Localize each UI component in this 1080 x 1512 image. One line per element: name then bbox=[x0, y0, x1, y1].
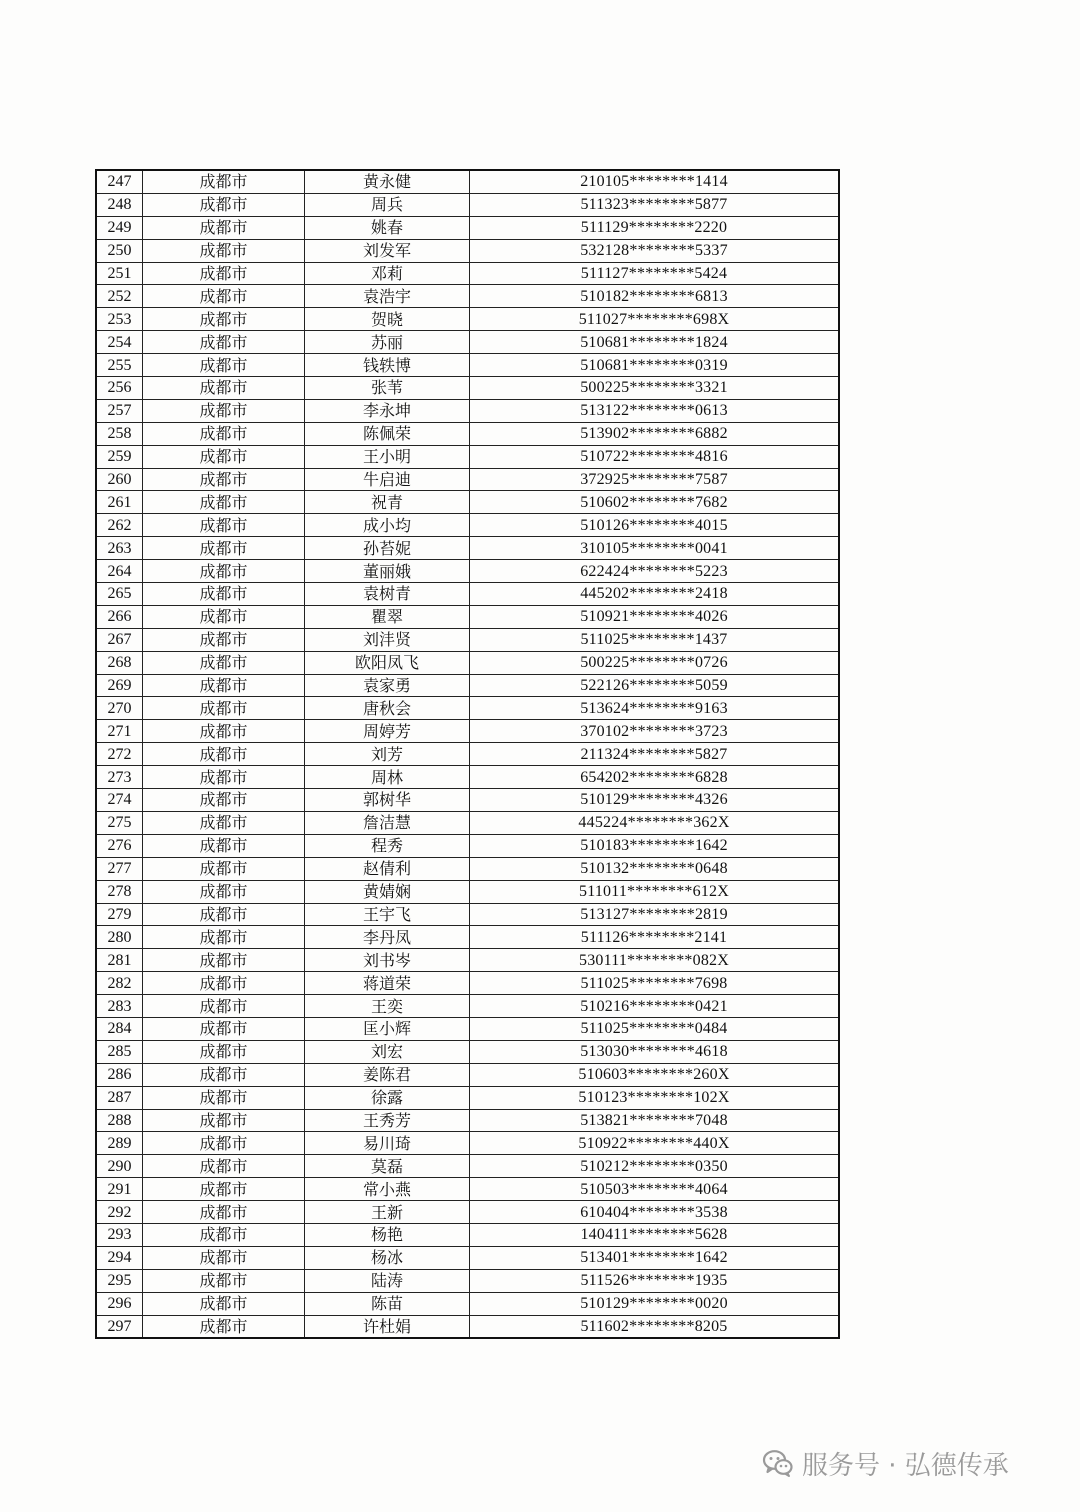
id-number-cell: 511126********2141 bbox=[470, 926, 840, 949]
name-cell: 陈苗 bbox=[305, 1292, 470, 1315]
id-number-cell: 522126********5059 bbox=[470, 674, 840, 697]
wechat-icon bbox=[762, 1447, 794, 1479]
table-row bbox=[96, 903, 839, 926]
row-number-cell: 286 bbox=[96, 1063, 143, 1086]
table-row bbox=[96, 1155, 839, 1178]
city-cell: 成都市 bbox=[143, 880, 305, 903]
name-cell: 邓莉 bbox=[305, 262, 470, 285]
table-row bbox=[96, 1132, 839, 1155]
row-number-cell: 253 bbox=[96, 308, 143, 331]
city-cell: 成都市 bbox=[143, 1246, 305, 1269]
name-cell: 黄婧娴 bbox=[305, 880, 470, 903]
id-number-cell: 510123********102X bbox=[470, 1086, 840, 1109]
table-row bbox=[96, 720, 839, 743]
city-cell: 成都市 bbox=[143, 1063, 305, 1086]
city-cell: 成都市 bbox=[143, 1292, 305, 1315]
row-number-cell: 251 bbox=[96, 262, 143, 285]
name-cell: 许杜娟 bbox=[305, 1315, 470, 1338]
id-number-cell: 510603********260X bbox=[470, 1063, 840, 1086]
name-cell: 刘书岑 bbox=[305, 949, 470, 972]
row-number-cell: 269 bbox=[96, 674, 143, 697]
name-cell: 王奕 bbox=[305, 995, 470, 1018]
id-number-cell: 511127********5424 bbox=[470, 262, 840, 285]
name-cell: 苏丽 bbox=[305, 331, 470, 354]
name-cell: 杨艳 bbox=[305, 1223, 470, 1246]
table-row bbox=[96, 583, 839, 606]
name-cell: 孙苔妮 bbox=[305, 537, 470, 560]
table-row bbox=[96, 331, 839, 354]
city-cell: 成都市 bbox=[143, 537, 305, 560]
table-row bbox=[96, 491, 839, 514]
city-cell: 成都市 bbox=[143, 262, 305, 285]
table-row bbox=[96, 1109, 839, 1132]
table-row bbox=[96, 1223, 839, 1246]
row-number-cell: 257 bbox=[96, 399, 143, 422]
row-number-cell: 292 bbox=[96, 1201, 143, 1224]
id-number-cell: 511323********5877 bbox=[470, 193, 840, 216]
watermark-text: 服务号 · 弘德传承 bbox=[802, 1450, 1009, 1481]
city-cell: 成都市 bbox=[143, 1017, 305, 1040]
row-number-cell: 276 bbox=[96, 834, 143, 857]
id-number-cell: 511011********612X bbox=[470, 880, 840, 903]
name-cell: 刘宏 bbox=[305, 1040, 470, 1063]
table-row bbox=[96, 628, 839, 651]
row-number-cell: 275 bbox=[96, 811, 143, 834]
table-row bbox=[96, 422, 839, 445]
city-cell: 成都市 bbox=[143, 491, 305, 514]
id-number-cell: 510722********4816 bbox=[470, 445, 840, 468]
id-number-cell: 500225********0726 bbox=[470, 651, 840, 674]
name-cell: 刘沣贤 bbox=[305, 628, 470, 651]
table-row bbox=[96, 445, 839, 468]
table-row bbox=[96, 1246, 839, 1269]
city-cell: 成都市 bbox=[143, 949, 305, 972]
id-number-cell: 511602********8205 bbox=[470, 1315, 840, 1338]
id-number-cell: 211324********5827 bbox=[470, 743, 840, 766]
name-cell: 杨冰 bbox=[305, 1246, 470, 1269]
row-number-cell: 293 bbox=[96, 1223, 143, 1246]
name-cell: 程秀 bbox=[305, 834, 470, 857]
row-number-cell: 284 bbox=[96, 1017, 143, 1040]
row-number-cell: 264 bbox=[96, 560, 143, 583]
city-cell: 成都市 bbox=[143, 583, 305, 606]
id-number-cell: 511025********7698 bbox=[470, 972, 840, 995]
city-cell: 成都市 bbox=[143, 674, 305, 697]
id-number-cell: 445202********2418 bbox=[470, 583, 840, 606]
id-number-cell: 510183********1642 bbox=[470, 834, 840, 857]
id-number-cell: 511025********0484 bbox=[470, 1017, 840, 1040]
name-cell: 祝青 bbox=[305, 491, 470, 514]
row-number-cell: 291 bbox=[96, 1178, 143, 1201]
city-cell: 成都市 bbox=[143, 377, 305, 400]
table-row bbox=[96, 743, 839, 766]
row-number-cell: 271 bbox=[96, 720, 143, 743]
city-cell: 成都市 bbox=[143, 1315, 305, 1338]
id-number-cell: 513624********9163 bbox=[470, 697, 840, 720]
table-row bbox=[96, 468, 839, 491]
name-cell: 成小均 bbox=[305, 514, 470, 537]
id-number-cell: 372925********7587 bbox=[470, 468, 840, 491]
name-cell: 瞿翠 bbox=[305, 605, 470, 628]
name-cell: 陆涛 bbox=[305, 1269, 470, 1292]
id-number-cell: 510182********6813 bbox=[470, 285, 840, 308]
table-row bbox=[96, 857, 839, 880]
row-number-cell: 260 bbox=[96, 468, 143, 491]
row-number-cell: 261 bbox=[96, 491, 143, 514]
id-number-cell: 510212********0350 bbox=[470, 1155, 840, 1178]
id-number-cell: 610404********3538 bbox=[470, 1201, 840, 1224]
table-row bbox=[96, 193, 839, 216]
table-row bbox=[96, 1063, 839, 1086]
row-number-cell: 249 bbox=[96, 216, 143, 239]
row-number-cell: 262 bbox=[96, 514, 143, 537]
id-number-cell: 513902********6882 bbox=[470, 422, 840, 445]
table-row bbox=[96, 239, 839, 262]
name-cell: 姚春 bbox=[305, 216, 470, 239]
id-number-cell: 510921********4026 bbox=[470, 605, 840, 628]
table-row bbox=[96, 308, 839, 331]
city-cell: 成都市 bbox=[143, 216, 305, 239]
name-cell: 牛启迪 bbox=[305, 468, 470, 491]
id-number-cell: 510129********0020 bbox=[470, 1292, 840, 1315]
table-row bbox=[96, 697, 839, 720]
table-row bbox=[96, 377, 839, 400]
row-number-cell: 270 bbox=[96, 697, 143, 720]
table-row bbox=[96, 605, 839, 628]
city-cell: 成都市 bbox=[143, 834, 305, 857]
city-cell: 成都市 bbox=[143, 697, 305, 720]
row-number-cell: 285 bbox=[96, 1040, 143, 1063]
id-number-cell: 140411********5628 bbox=[470, 1223, 840, 1246]
id-number-cell: 511025********1437 bbox=[470, 628, 840, 651]
name-cell: 周兵 bbox=[305, 193, 470, 216]
row-number-cell: 266 bbox=[96, 605, 143, 628]
row-number-cell: 256 bbox=[96, 377, 143, 400]
city-cell: 成都市 bbox=[143, 354, 305, 377]
city-cell: 成都市 bbox=[143, 308, 305, 331]
row-number-cell: 273 bbox=[96, 766, 143, 789]
city-cell: 成都市 bbox=[143, 1040, 305, 1063]
name-cell: 陈佩荣 bbox=[305, 422, 470, 445]
city-cell: 成都市 bbox=[143, 972, 305, 995]
id-number-cell: 210105********1414 bbox=[470, 170, 840, 193]
name-cell: 郭树华 bbox=[305, 789, 470, 812]
city-cell: 成都市 bbox=[143, 331, 305, 354]
table-row bbox=[96, 399, 839, 422]
row-number-cell: 277 bbox=[96, 857, 143, 880]
city-cell: 成都市 bbox=[143, 468, 305, 491]
id-number-cell: 500225********3321 bbox=[470, 377, 840, 400]
table-row bbox=[96, 1040, 839, 1063]
id-number-cell: 513122********0613 bbox=[470, 399, 840, 422]
city-cell: 成都市 bbox=[143, 1178, 305, 1201]
id-number-cell: 513401********1642 bbox=[470, 1246, 840, 1269]
row-number-cell: 290 bbox=[96, 1155, 143, 1178]
table-row bbox=[96, 651, 839, 674]
name-cell: 姜陈君 bbox=[305, 1063, 470, 1086]
city-cell: 成都市 bbox=[143, 766, 305, 789]
table-row bbox=[96, 834, 839, 857]
table-row bbox=[96, 285, 839, 308]
city-cell: 成都市 bbox=[143, 789, 305, 812]
city-cell: 成都市 bbox=[143, 1269, 305, 1292]
row-number-cell: 283 bbox=[96, 995, 143, 1018]
id-number-cell: 510216********0421 bbox=[470, 995, 840, 1018]
watermark bbox=[762, 1446, 1009, 1480]
name-cell: 李丹凤 bbox=[305, 926, 470, 949]
name-cell: 黄永健 bbox=[305, 170, 470, 193]
row-number-cell: 255 bbox=[96, 354, 143, 377]
row-number-cell: 250 bbox=[96, 239, 143, 262]
id-number-cell: 370102********3723 bbox=[470, 720, 840, 743]
row-number-cell: 265 bbox=[96, 583, 143, 606]
id-number-cell: 510681********1824 bbox=[470, 331, 840, 354]
name-cell: 王小明 bbox=[305, 445, 470, 468]
name-cell: 徐露 bbox=[305, 1086, 470, 1109]
name-cell: 王新 bbox=[305, 1201, 470, 1224]
name-cell: 钱轶博 bbox=[305, 354, 470, 377]
name-cell: 唐秋会 bbox=[305, 697, 470, 720]
id-number-cell: 532128********5337 bbox=[470, 239, 840, 262]
row-number-cell: 274 bbox=[96, 789, 143, 812]
table-row bbox=[96, 674, 839, 697]
id-number-cell: 510503********4064 bbox=[470, 1178, 840, 1201]
id-number-cell: 530111********082X bbox=[470, 949, 840, 972]
city-cell: 成都市 bbox=[143, 926, 305, 949]
city-cell: 成都市 bbox=[143, 857, 305, 880]
id-number-cell: 511526********1935 bbox=[470, 1269, 840, 1292]
table-row bbox=[96, 972, 839, 995]
row-number-cell: 258 bbox=[96, 422, 143, 445]
id-number-cell: 511129********2220 bbox=[470, 216, 840, 239]
city-cell: 成都市 bbox=[143, 811, 305, 834]
row-number-cell: 279 bbox=[96, 903, 143, 926]
name-cell: 周婷芳 bbox=[305, 720, 470, 743]
city-cell: 成都市 bbox=[143, 1109, 305, 1132]
city-cell: 成都市 bbox=[143, 720, 305, 743]
name-cell: 贺晓 bbox=[305, 308, 470, 331]
city-cell: 成都市 bbox=[143, 628, 305, 651]
city-cell: 成都市 bbox=[143, 560, 305, 583]
city-cell: 成都市 bbox=[143, 1155, 305, 1178]
city-cell: 成都市 bbox=[143, 1201, 305, 1224]
city-cell: 成都市 bbox=[143, 285, 305, 308]
row-number-cell: 294 bbox=[96, 1246, 143, 1269]
table-row bbox=[96, 514, 839, 537]
row-number-cell: 288 bbox=[96, 1109, 143, 1132]
name-cell: 易川琦 bbox=[305, 1132, 470, 1155]
table-row bbox=[96, 949, 839, 972]
name-cell: 刘发军 bbox=[305, 239, 470, 262]
name-cell: 欧阳凤飞 bbox=[305, 651, 470, 674]
roster-table bbox=[95, 169, 840, 1339]
name-cell: 王秀芳 bbox=[305, 1109, 470, 1132]
name-cell: 常小燕 bbox=[305, 1178, 470, 1201]
table-row bbox=[96, 262, 839, 285]
table-row bbox=[96, 880, 839, 903]
row-number-cell: 280 bbox=[96, 926, 143, 949]
name-cell: 袁浩宇 bbox=[305, 285, 470, 308]
id-number-cell: 511027********698X bbox=[470, 308, 840, 331]
table-row bbox=[96, 170, 839, 193]
table-row bbox=[96, 1315, 839, 1338]
row-number-cell: 252 bbox=[96, 285, 143, 308]
table-row bbox=[96, 1292, 839, 1315]
id-number-cell: 622424********5223 bbox=[470, 560, 840, 583]
name-cell: 袁树青 bbox=[305, 583, 470, 606]
name-cell: 莫磊 bbox=[305, 1155, 470, 1178]
id-number-cell: 513821********7048 bbox=[470, 1109, 840, 1132]
name-cell: 匡小辉 bbox=[305, 1017, 470, 1040]
row-number-cell: 297 bbox=[96, 1315, 143, 1338]
row-number-cell: 248 bbox=[96, 193, 143, 216]
row-number-cell: 254 bbox=[96, 331, 143, 354]
row-number-cell: 268 bbox=[96, 651, 143, 674]
row-number-cell: 296 bbox=[96, 1292, 143, 1315]
id-number-cell: 310105********0041 bbox=[470, 537, 840, 560]
name-cell: 董丽娥 bbox=[305, 560, 470, 583]
table-row bbox=[96, 354, 839, 377]
city-cell: 成都市 bbox=[143, 445, 305, 468]
name-cell: 袁家勇 bbox=[305, 674, 470, 697]
city-cell: 成都市 bbox=[143, 422, 305, 445]
city-cell: 成都市 bbox=[143, 1132, 305, 1155]
city-cell: 成都市 bbox=[143, 514, 305, 537]
name-cell: 蒋道荣 bbox=[305, 972, 470, 995]
id-number-cell: 510126********4015 bbox=[470, 514, 840, 537]
name-cell: 刘芳 bbox=[305, 743, 470, 766]
roster-table-body bbox=[96, 170, 839, 1338]
city-cell: 成都市 bbox=[143, 995, 305, 1018]
row-number-cell: 272 bbox=[96, 743, 143, 766]
table-row bbox=[96, 789, 839, 812]
city-cell: 成都市 bbox=[143, 399, 305, 422]
row-number-cell: 289 bbox=[96, 1132, 143, 1155]
id-number-cell: 654202********6828 bbox=[470, 766, 840, 789]
table-row bbox=[96, 1017, 839, 1040]
name-cell: 周林 bbox=[305, 766, 470, 789]
table-row bbox=[96, 1201, 839, 1224]
city-cell: 成都市 bbox=[143, 903, 305, 926]
table-row bbox=[96, 560, 839, 583]
row-number-cell: 287 bbox=[96, 1086, 143, 1109]
table-row bbox=[96, 537, 839, 560]
row-number-cell: 295 bbox=[96, 1269, 143, 1292]
row-number-cell: 259 bbox=[96, 445, 143, 468]
city-cell: 成都市 bbox=[143, 239, 305, 262]
table-row bbox=[96, 1086, 839, 1109]
name-cell: 王宇飞 bbox=[305, 903, 470, 926]
city-cell: 成都市 bbox=[143, 605, 305, 628]
row-number-cell: 281 bbox=[96, 949, 143, 972]
table-row bbox=[96, 1269, 839, 1292]
id-number-cell: 510129********4326 bbox=[470, 789, 840, 812]
id-number-cell: 445224********362X bbox=[470, 811, 840, 834]
city-cell: 成都市 bbox=[143, 1086, 305, 1109]
city-cell: 成都市 bbox=[143, 1223, 305, 1246]
name-cell: 赵倩利 bbox=[305, 857, 470, 880]
name-cell: 张苇 bbox=[305, 377, 470, 400]
city-cell: 成都市 bbox=[143, 193, 305, 216]
row-number-cell: 263 bbox=[96, 537, 143, 560]
table-row bbox=[96, 926, 839, 949]
table-row bbox=[96, 995, 839, 1018]
table-row bbox=[96, 811, 839, 834]
city-cell: 成都市 bbox=[143, 743, 305, 766]
id-number-cell: 510132********0648 bbox=[470, 857, 840, 880]
row-number-cell: 247 bbox=[96, 170, 143, 193]
id-number-cell: 513127********2819 bbox=[470, 903, 840, 926]
city-cell: 成都市 bbox=[143, 651, 305, 674]
id-number-cell: 513030********4618 bbox=[470, 1040, 840, 1063]
table-row bbox=[96, 766, 839, 789]
row-number-cell: 278 bbox=[96, 880, 143, 903]
table-row bbox=[96, 216, 839, 239]
name-cell: 李永坤 bbox=[305, 399, 470, 422]
name-cell: 詹洁慧 bbox=[305, 811, 470, 834]
id-number-cell: 510681********0319 bbox=[470, 354, 840, 377]
row-number-cell: 282 bbox=[96, 972, 143, 995]
table-row bbox=[96, 1178, 839, 1201]
row-number-cell: 267 bbox=[96, 628, 143, 651]
id-number-cell: 510602********7682 bbox=[470, 491, 840, 514]
id-number-cell: 510922********440X bbox=[470, 1132, 840, 1155]
city-cell: 成都市 bbox=[143, 170, 305, 193]
